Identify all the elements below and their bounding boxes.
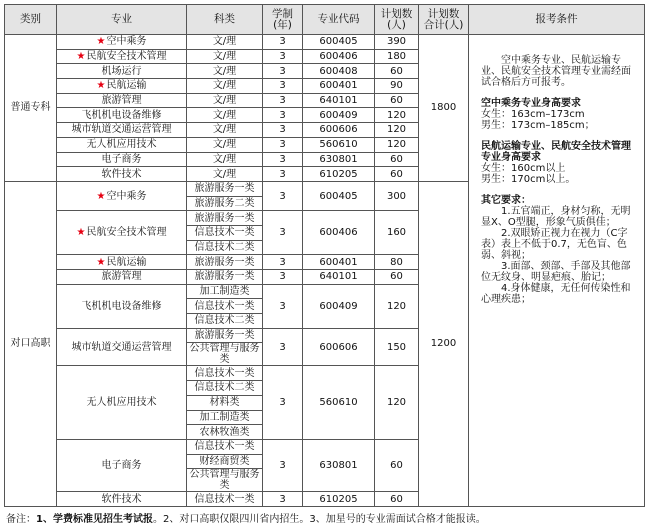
star-icon: ★ [76, 51, 86, 63]
plan-cell: 120 [375, 284, 419, 328]
subject-cell: 文/理 [187, 49, 263, 64]
plan-cell: 60 [375, 492, 419, 507]
subject-cell: 文/理 [187, 137, 263, 152]
subject-cell: 公共管理与服务类 [187, 343, 263, 366]
major-cell [57, 270, 187, 285]
major-cell [57, 49, 187, 64]
plan-cell: 60 [375, 270, 419, 285]
req-item-3: 3.面部、颈部、手部及其他部位无纹身、明显疤痕、胎记； [481, 261, 631, 283]
code-cell: 600408 [303, 64, 375, 79]
req-attendant-title: 空中乘务专业身高要求 [481, 98, 581, 109]
plan-cell: 60 [375, 64, 419, 79]
footnote-prefix: 备注： [6, 514, 36, 525]
subject-cell: 旅游服务一类 [187, 328, 263, 343]
plan-cell: 60 [375, 152, 419, 167]
admission-plan-table [4, 4, 645, 507]
subject-cell: 文/理 [187, 152, 263, 167]
subject-cell: 文/理 [187, 123, 263, 138]
subject-cell: 旅游服务一类 [187, 211, 263, 226]
plan-cell: 60 [375, 93, 419, 108]
major-cell [57, 35, 187, 50]
req-item-4: 4.身体健康，无任何传染性和心理疾患； [481, 283, 631, 305]
major-cell [57, 152, 187, 167]
major-cell [57, 79, 187, 94]
plan-cell: 180 [375, 49, 419, 64]
major-cell [57, 137, 187, 152]
plan-cell: 80 [375, 255, 419, 270]
header-code: 专业代码 [303, 5, 375, 35]
subject-cell: 信息技术一类 [187, 299, 263, 314]
major-name: 无人机应用技术 [86, 397, 157, 409]
requirements-content [481, 41, 634, 305]
subject-cell: 旅游服务一类 [187, 181, 263, 196]
code-cell: 600401 [303, 255, 375, 270]
major-cell [57, 492, 187, 507]
subject-cell: 文/理 [187, 108, 263, 123]
star-icon: ★ [96, 36, 106, 48]
subject-cell: 文/理 [187, 93, 263, 108]
years-cell: 3 [263, 255, 303, 270]
major-name: 无人机应用技术 [86, 139, 157, 151]
subject-cell: 加工制造类 [187, 410, 263, 425]
years-cell: 3 [263, 284, 303, 328]
code-cell: 600406 [303, 211, 375, 255]
subject-cell: 信息技术二类 [187, 381, 263, 396]
major-cell [57, 167, 187, 182]
major-cell [57, 255, 187, 270]
req-attendant-female: 女生：163cm–173cm [481, 109, 585, 120]
subject-cell: 信息技术一类 [187, 492, 263, 507]
plan-cell: 60 [375, 439, 419, 491]
major-name: 城市轨道交通运营管理 [71, 341, 172, 353]
table-body [5, 35, 645, 507]
plan-cell: 390 [375, 35, 419, 50]
years-cell: 3 [263, 167, 303, 182]
header-row [5, 5, 645, 35]
major-name: 电子商务 [101, 460, 142, 472]
plan-cell: 300 [375, 181, 419, 210]
major-name: 电子商务 [101, 153, 142, 165]
code-cell: 560610 [303, 366, 375, 439]
plan-cell: 120 [375, 366, 419, 439]
major-name: 空中乘务 [106, 36, 147, 48]
major-cell [57, 123, 187, 138]
major-name: 城市轨道交通运营管理 [71, 124, 172, 136]
req-other-title: 其它要求： [481, 195, 531, 206]
years-cell: 3 [263, 93, 303, 108]
subject-cell: 旅游服务一类 [187, 255, 263, 270]
code-cell: 600409 [303, 284, 375, 328]
major-name: 旅游管理 [101, 95, 142, 107]
code-cell: 640101 [303, 270, 375, 285]
major-cell [57, 181, 187, 210]
major-cell [57, 366, 187, 439]
major-name: 空中乘务 [106, 190, 147, 202]
code-cell: 640101 [303, 93, 375, 108]
subject-cell: 信息技术一类 [187, 366, 263, 381]
major-name: 软件技术 [101, 168, 142, 180]
table-row [5, 35, 645, 50]
category-general: 普通专科 [5, 35, 57, 182]
subject-cell: 加工制造类 [187, 284, 263, 299]
header-total: 计划数 合计(人) [419, 5, 469, 35]
req-item-2: 2.双眼矫正视力在视力（C字表）表上不低于0.7，无色盲、色弱、斜视； [481, 228, 628, 261]
years-cell: 3 [263, 492, 303, 507]
plan-cell: 150 [375, 328, 419, 366]
major-cell [57, 284, 187, 328]
major-cell [57, 328, 187, 366]
req-intro: 空中乘务专业、民航运输专业、民航安全技术管理专业需经面试合格后方可报考。 [481, 55, 631, 88]
category-vocational: 对口高职 [5, 181, 57, 506]
subject-cell: 农林牧渔类 [187, 425, 263, 440]
subject-cell: 文/理 [187, 79, 263, 94]
header-plan: 计划数 (人) [375, 5, 419, 35]
major-name: 民航安全技术管理 [86, 227, 167, 239]
major-name: 旅游管理 [101, 271, 142, 283]
code-cell: 610205 [303, 492, 375, 507]
req-transport-title: 民航运输专业、民航安全技术管理专业身高要求 [481, 141, 631, 163]
header-years: 学制 (年) [263, 5, 303, 35]
header-major: 专业 [57, 5, 187, 35]
major-name: 软件技术 [101, 493, 142, 505]
subject-cell: 公共管理与服务类 [187, 469, 263, 492]
subject-cell: 文/理 [187, 64, 263, 79]
header-subject: 科类 [187, 5, 263, 35]
major-cell [57, 108, 187, 123]
subject-cell: 信息技术一类 [187, 225, 263, 240]
years-cell: 3 [263, 439, 303, 491]
years-cell: 3 [263, 49, 303, 64]
plan-cell: 160 [375, 211, 419, 255]
major-cell [57, 439, 187, 491]
code-cell: 560610 [303, 137, 375, 152]
major-name: 飞机机电设备维修 [81, 109, 162, 121]
major-cell [57, 93, 187, 108]
footnote-rest: 。2、对口高职仅限四川省内招生。3、加星号的专业需面试合格才能报读。 [152, 514, 486, 525]
star-icon: ★ [96, 80, 106, 92]
major-cell [57, 64, 187, 79]
star-icon: ★ [96, 190, 106, 202]
requirements-cell [469, 35, 645, 507]
subject-cell: 旅游服务一类 [187, 270, 263, 285]
years-cell: 3 [263, 328, 303, 366]
code-cell: 600405 [303, 181, 375, 210]
subject-cell: 文/理 [187, 35, 263, 50]
subject-cell: 信息技术二类 [187, 240, 263, 255]
subject-cell: 材料类 [187, 395, 263, 410]
code-cell: 610205 [303, 167, 375, 182]
req-transport-male: 男生：170cm以上。 [481, 174, 576, 185]
years-cell: 3 [263, 64, 303, 79]
years-cell: 3 [263, 152, 303, 167]
req-attendant-male: 男生：173cm–185cm； [481, 120, 595, 131]
plan-cell: 60 [375, 167, 419, 182]
years-cell: 3 [263, 181, 303, 210]
footnote [6, 510, 486, 525]
code-cell: 600606 [303, 328, 375, 366]
subject-cell: 信息技术一类 [187, 439, 263, 454]
years-cell: 3 [263, 211, 303, 255]
code-cell: 600401 [303, 79, 375, 94]
total-general: 1800 [419, 35, 469, 182]
footnote-bold: 1、学费标准见招生考试报 [36, 514, 153, 525]
total-vocational: 1200 [419, 181, 469, 506]
star-icon: ★ [96, 256, 106, 268]
plan-cell: 120 [375, 137, 419, 152]
plan-cell: 120 [375, 123, 419, 138]
code-cell: 600606 [303, 123, 375, 138]
header-category: 类别 [5, 5, 57, 35]
years-cell: 3 [263, 366, 303, 439]
plan-cell: 120 [375, 108, 419, 123]
years-cell: 3 [263, 79, 303, 94]
years-cell: 3 [263, 35, 303, 50]
star-icon: ★ [76, 227, 86, 239]
years-cell: 3 [263, 123, 303, 138]
req-item-1: 1.五官端正，身材匀称，无明显X、O型腿，形象气质俱佳； [481, 206, 631, 228]
years-cell: 3 [263, 270, 303, 285]
req-transport-female: 女生：160cm以上 [481, 163, 566, 174]
plan-cell: 90 [375, 79, 419, 94]
major-name: 机场运行 [101, 65, 142, 77]
major-name: 飞机机电设备维修 [81, 300, 162, 312]
code-cell: 600405 [303, 35, 375, 50]
header-requirements: 报考条件 [469, 5, 645, 35]
major-name: 民航运输 [106, 80, 147, 92]
subject-cell: 信息技术二类 [187, 314, 263, 329]
subject-cell: 文/理 [187, 167, 263, 182]
major-cell [57, 211, 187, 255]
code-cell: 600406 [303, 49, 375, 64]
code-cell: 600409 [303, 108, 375, 123]
years-cell: 3 [263, 108, 303, 123]
code-cell: 630801 [303, 439, 375, 491]
major-name: 民航安全技术管理 [86, 51, 167, 63]
major-name: 民航运输 [106, 256, 147, 268]
code-cell: 630801 [303, 152, 375, 167]
subject-cell: 旅游服务二类 [187, 196, 263, 211]
years-cell: 3 [263, 137, 303, 152]
subject-cell: 财经商贸类 [187, 454, 263, 469]
